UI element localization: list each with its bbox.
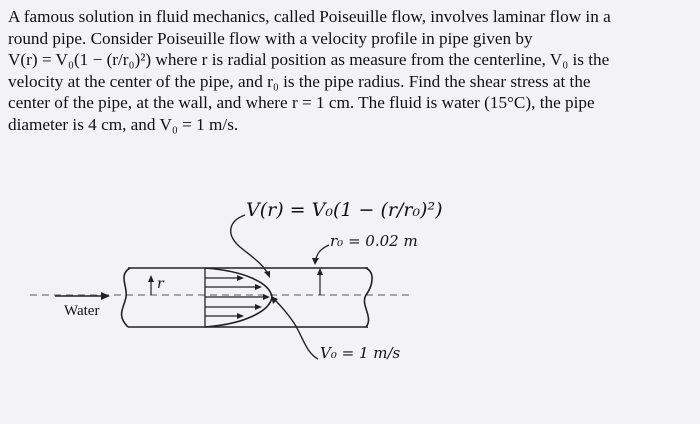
problem-line-4: velocity at the center of the pipe, and r₀ is the pipe radius. Find the shear stress at the: [8, 71, 591, 91]
pipe-left-end: [122, 268, 130, 327]
poiseuille-flow-figure: [0, 175, 700, 424]
problem-line-3: V(r) = V₀(1 − (r/r₀)²) where r is radial position as measure from the centerline, V₀ is the: [8, 50, 610, 70]
problem-line-1: A famous solution in fluid mechanics, called Poiseuille flow, involves laminar flow in a: [8, 7, 611, 26]
flow-arrowhead: [101, 292, 110, 300]
velocity-label: V₀ = 1 m/s: [320, 344, 401, 362]
flow-label: Water: [64, 303, 100, 319]
r-axis-label: r: [157, 276, 164, 292]
r0-arrowhead: [317, 268, 323, 275]
pipe-right-end: [364, 268, 372, 327]
problem-line-6: diameter is 4 cm, and V₀ = 1 m/s.: [8, 114, 239, 134]
r0-leader: [316, 245, 329, 259]
problem-line-2: round pipe. Consider Poiseuille flow with a velocity profile in pipe given by: [8, 28, 533, 48]
r-arrowhead: [148, 275, 154, 282]
problem-statement: [8, 6, 696, 136]
v0-leader: [274, 299, 318, 359]
profile-equation: V(r) = V₀(1 − (r/r₀)²): [246, 199, 443, 221]
radius-label: r₀ = 0.02 m: [330, 232, 418, 250]
problem-line-5: center of the pipe, at the wall, and where r = 1 cm. The fluid is water (15°C), the pipe: [8, 93, 595, 113]
equation-leader: [231, 215, 268, 274]
